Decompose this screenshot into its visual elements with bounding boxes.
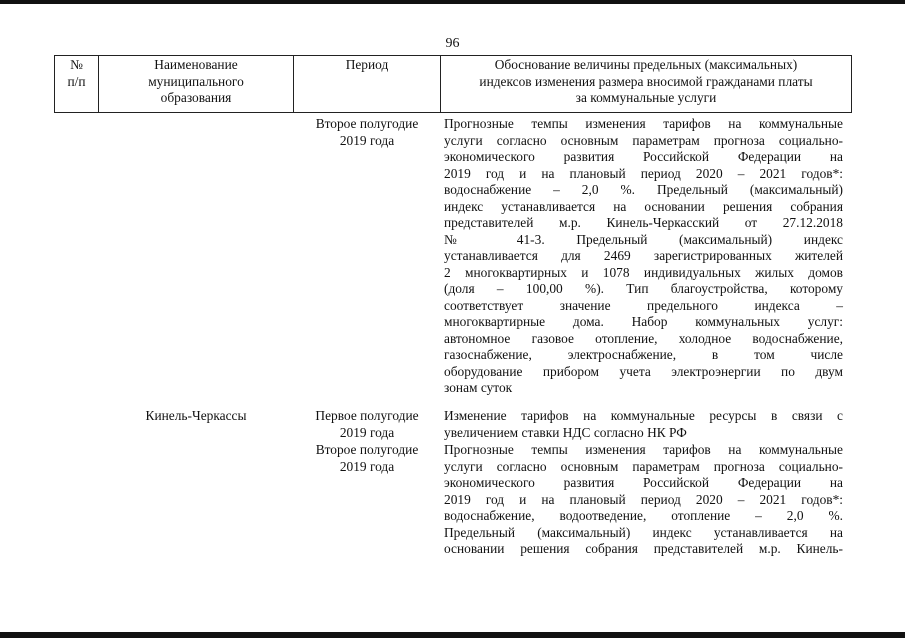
row1-text-line: № 41-3. Предельный (максимальный) индекс [444,231,843,247]
row1-text-line: зонам суток [444,380,513,395]
row2-period1-line: Первое полугодие [315,408,419,423]
header-municipality-line: образования [160,90,232,105]
page-number: 96 [445,36,460,51]
row1-text-line: индекс устанавливается на основании решения собрания [444,198,843,214]
row1-text-line: устанавливается для 2469 зарегистрированных жителей [444,248,843,263]
row2-text2-line: Прогнозные темпы изменения тарифов на коммунальные [444,442,843,457]
row1-text-line: (доля – 100,00 %). Тип благоустройства, которому [444,281,843,296]
row2-period2-line: Второе полугодие [315,442,419,457]
row1-text-line: представителей м.р. Кинель-Черкасский от 27.12.2018 [444,215,843,230]
row1-text-line: 2 многоквартирных и 1078 индивидуальных жилых домов [444,264,843,280]
header-justification-line: Обоснование величины предельных (максимальных) [494,57,798,72]
header-number-abbr: п/п [67,73,86,89]
table-header-bottom-border [54,112,852,113]
row1-text-line: водоснабжение – 2,0 %. Предельный (максимальный) [444,182,843,197]
header-municipality-line: Наименование [154,57,238,72]
row1-text-line: соответствует значение предельного индекса – [444,297,843,313]
row2-text2-line: экономического развития Российской Федерации на [444,475,843,490]
row1-text-line: газоснабжение, электроснабжение, в том числе [444,347,843,362]
row1-text-line: многоквартирные дома. Набор коммунальных услуг: [444,314,843,329]
header-justification [441,57,851,107]
row1-justification [444,116,843,397]
table-top-border [54,55,852,56]
col-divider-right-edge [851,55,852,113]
row1-text-line: автономное газовое отопление, холодное водоснабжение, [444,330,843,346]
header-period [294,57,440,74]
row2-text1-line: Изменение тарифов на коммунальные ресурсы в связи с [444,408,843,423]
row2-justification [444,408,843,558]
row1-text-line: экономического развития Российской Федерации на [444,149,843,164]
header-number-symbol: № [70,57,83,72]
row2-text2-line: водоснабжение, водоотведение, отопление – 2,0 %. [444,508,843,523]
header-municipality-line: муниципального [148,73,244,89]
bottom-border [0,632,905,638]
row1-period [294,116,440,149]
header-justification-line: за коммунальные услуги [575,90,717,105]
header-justification-line: индексов изменения размера вносимой гражданами платы [479,73,813,89]
row2-text2-line: услуги согласно основным параметрам прогноза социально- [444,458,843,474]
row2-text2-line: Предельный (максимальный) индекс устанавливается на [444,524,843,540]
row1-text-line: Прогнозные темпы изменения тарифов на коммунальные [444,116,843,131]
row1-text-line: услуги согласно основным параметрам прогноза социально- [444,132,843,148]
row2-text2-line: основании решения собрания представителей м.р. Кинель- [444,541,843,556]
row2-municipality [99,408,293,425]
row1-text-line: оборудование прибором учета электроэнергии по двум [444,363,843,379]
header-municipality [99,57,293,107]
top-border [0,0,905,4]
header-number [55,57,98,90]
row2-period1-line: 2019 года [339,424,395,440]
row2-text2-line: 2019 год и на плановый период 2020 – 2021 годов*: [444,491,843,507]
row2-period2-line: 2019 года [339,458,395,474]
row2-text1-line: увеличением ставки НДС согласно НК РФ [444,424,687,440]
row1-period-line: Второе полугодие [315,116,419,131]
row1-text-line: 2019 год и на плановый период 2020 – 2021 годов*: [444,165,843,181]
row2-municipality-name: Кинель-Черкассы [145,408,247,423]
header-period-label: Период [345,57,389,72]
row1-period-line: 2019 года [339,132,395,148]
row2-period-1 [294,408,440,475]
